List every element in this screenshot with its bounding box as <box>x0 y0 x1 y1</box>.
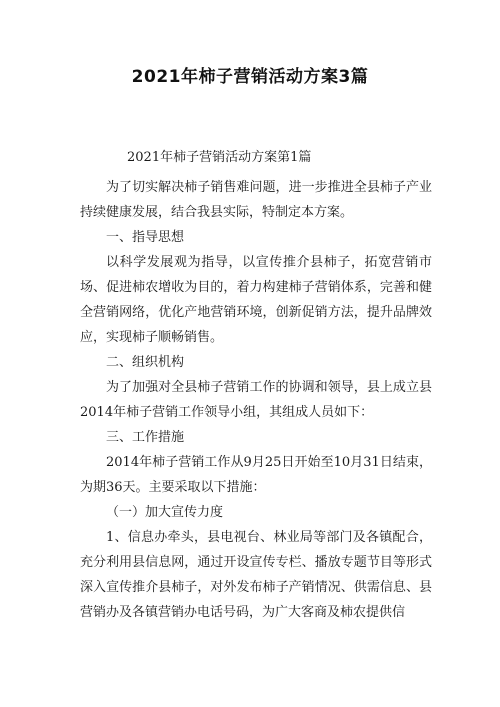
subsection-heading-publicity: （一）加大宣传力度 <box>106 505 224 520</box>
paragraph-organization: 为了加强对全县柿子营销工作的协调和领导，县上成立县2014年柿子营销工作领导小组，其组成人员如下： <box>80 380 432 420</box>
section-heading-guiding-ideology: 一、指导思想 <box>106 230 185 245</box>
section-heading-organization: 二、组织机构 <box>106 355 185 370</box>
paragraph-work-measures: 2014年柿子营销工作从9月25日开始至10月31日结束，为期36天。主要采取以下措施： <box>80 455 432 495</box>
paragraph-publicity: 1、信息办牵头，县电视台、林业局等部门及各镇配合，充分利用县信息网，通过开设宣传专栏、播放专题节目等形式深入宣传推介县柿子，对外发布柿子产销情况、供需信息、县营销办及各镇营销办电话号码，为广大客商及柿农提供信 <box>80 530 432 620</box>
document-subtitle: 2021年柿子营销活动方案第1篇 <box>127 150 312 165</box>
section-heading-work-measures: 三、工作措施 <box>106 430 185 445</box>
document-body <box>80 145 432 625</box>
paragraph-guiding-ideology: 以科学发展观为指导，以宣传推介县柿子，拓宽营销市场、促进柿农增收为目的，着力构建柿子营销体系，完善和健全营销网络，优化产地营销环境，创新促销方法，提升品牌效应，实现柿子顺畅销售。 <box>80 255 432 345</box>
document-title: 2021年柿子营销活动方案3篇 <box>131 67 369 87</box>
paragraph-intro: 为了切实解决柿子销售难问题，进一步推进全县柿子产业持续健康发展，结合我县实际，特制定本方案。 <box>80 180 432 220</box>
